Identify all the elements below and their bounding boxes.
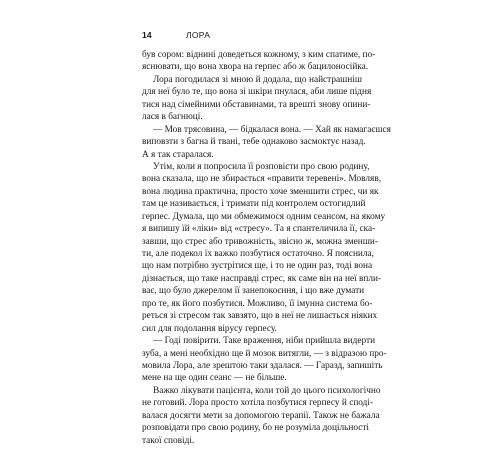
- text-line: сил для подолання вірусу герпесу.: [142, 323, 277, 334]
- text-line: не готовий. Лора просто хотіла позбутися герпесу й споді-: [142, 398, 374, 409]
- running-head: ЛОРА: [186, 30, 211, 40]
- text-line: завши, що стрес або тривожність, звісно ж, можна зменши-: [142, 236, 378, 247]
- text-line: розповідати про свою родину, бо не розуміла доцільності: [142, 423, 370, 434]
- text-line: мене на ще один сеанс — не більше.: [142, 373, 287, 384]
- text-line: валася досягти мети за допомогою терапії. Також не бажала: [142, 410, 380, 421]
- text-line: що нам потрібно зустрітися ще, і то не один раз, тоді вона: [142, 261, 373, 272]
- text-line: вона сказала, що не збирається «правити теревені». Мовляв,: [142, 174, 382, 185]
- text-line: реться зі стресом так завзято, що в неї не лишається ніяких: [142, 311, 378, 322]
- text-line: я випишу їй «ліки» від «стресу». Та я спантеличила її, ска-: [142, 224, 376, 235]
- text-line: Утім, коли я попросила її розповісти про свою родину,: [153, 161, 370, 172]
- text-line: для неї було те, що вона зі шкіри пнулася, аби лише підня: [142, 87, 372, 98]
- text-line: А я так старалася.: [142, 149, 214, 160]
- text-line: Лора погодилася зі мною й додала, що найстрашніш: [153, 74, 362, 85]
- page-number: 14: [142, 30, 152, 40]
- text-line: — Годі повірити. Таке враження, ніби прийшла видерти: [153, 336, 376, 347]
- text-line: мовила Лора, але зрештою таки здалася. — Гаразд, запишіть: [142, 360, 383, 371]
- text-line: ти, але подекол їх важко позбутися остаточно. Я пояснила,: [142, 249, 374, 259]
- text-line: там це називається, і тримати під контролем остогидлий: [142, 199, 366, 210]
- text-line: був сором: віднині доведеться кожному, з ким спатиме, по-: [142, 50, 376, 60]
- text-line: зуба, а мені необхідно ще й мозок витягли, — з відразою про-: [142, 348, 387, 359]
- text-line: вона людина практична, просто хоче зменшити стрес, чи як: [142, 186, 379, 197]
- text-line: — Мов трясовина, — бідкалася вона. — Хай як намагаєшся: [153, 124, 391, 135]
- text-line: ває, що було джерелом її занепокоєння, і що вже думати: [142, 286, 365, 297]
- text-line: такої сповіді.: [142, 435, 195, 446]
- text-line: про те, як його позбутися. Можливо, її імунна система бо-: [142, 298, 373, 309]
- text-line: герпес. Думала, що ми обмежимося одним сеансом, на якому: [142, 211, 386, 222]
- text-line: виповзти з багна й твані, тебе однаково засмоктує назад.: [142, 137, 366, 148]
- text-line: яснювати, що вона хвора на герпес або ж бацилоносійка.: [142, 62, 369, 73]
- text-line: тися над сімейними обставинами, та врешті знову опини-: [142, 99, 371, 110]
- text-line: Важко лікувати пацієнта, коли той до цього психологічно: [153, 385, 381, 396]
- body-text: [142, 49, 391, 447]
- text-line: дізнається, що таке насправді стрес, як саме він на неї впли-: [142, 273, 382, 284]
- page-header: [142, 30, 362, 42]
- text-line: лася в багнюці.: [142, 112, 203, 123]
